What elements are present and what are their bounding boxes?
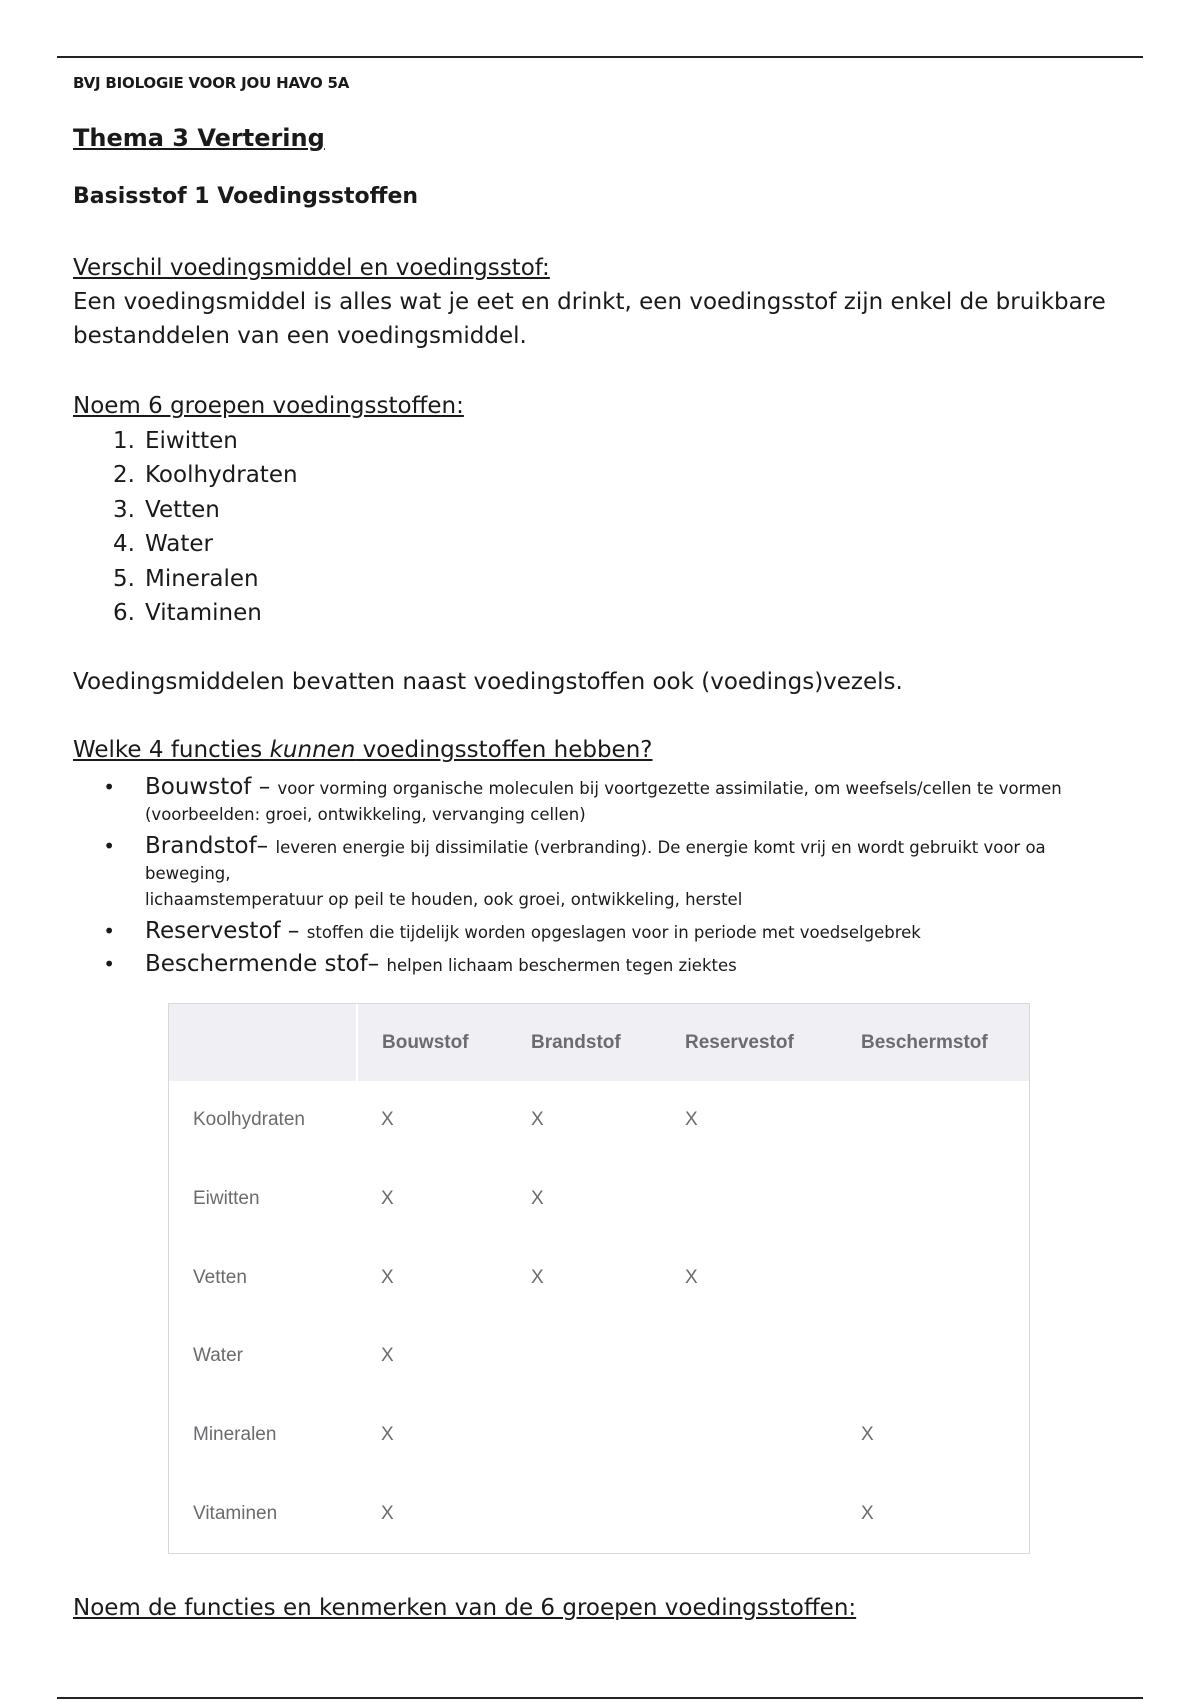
table-cell: X xyxy=(381,1188,394,1210)
row-label: Vetten xyxy=(193,1266,247,1288)
table-cell: X xyxy=(685,1266,698,1288)
list-item: • Brandstof– leveren energie bij dissimilatie (verbranding). De energie komt vrij en wordt gebruikt voor oa beweging, lichaamstemperatuur op peil te houden, ook groei, ontwikkeling, herstel xyxy=(73,832,1133,913)
answer-line-1: Een voedingsmiddel is alles wat je eet en drinkt, een voedingsstof zijn enkel de bruikbare xyxy=(73,289,1106,315)
list-item: • Reservestof – stoffen die tijdelijk worden opgeslagen voor in periode met voedselgebrek xyxy=(73,917,1133,946)
list-item: 3. Vetten xyxy=(113,496,220,523)
section-title: Basisstof 1 Voedingsstoffen xyxy=(73,184,419,209)
bullet-icon: • xyxy=(103,919,115,943)
table-cell: X xyxy=(381,1502,394,1524)
column-header: Reservestof xyxy=(661,1004,837,1081)
table-cell xyxy=(837,1160,1029,1239)
list-item: 1. Eiwitten xyxy=(113,428,238,454)
row-label: Vitaminen xyxy=(193,1502,278,1524)
table-cell: X xyxy=(381,1266,394,1288)
row-label: Water xyxy=(193,1345,243,1367)
bullet-icon: • xyxy=(103,775,115,799)
table-cell: X xyxy=(685,1109,698,1131)
functions-list xyxy=(73,773,1133,983)
table-cell xyxy=(837,1081,1029,1160)
table-cell: X xyxy=(531,1188,544,1210)
bottom-rule xyxy=(57,1697,1143,1699)
list-item: 6. Vitaminen xyxy=(113,600,262,627)
functions-table xyxy=(168,1003,1030,1554)
fiber-note: Voedingsmiddelen bevatten naast voedingstoffen ook (voedings)vezels. xyxy=(73,669,903,695)
list-item: • Bouwstof – voor vorming organische moleculen bij voortgezette assimilatie, om weefsels/cellen te vormen (voorbeelden: groei, ontwikkeling, vervanging cellen) xyxy=(73,773,1133,828)
nutrient-groups-list xyxy=(73,424,298,630)
question-difference xyxy=(73,251,1106,353)
bullet-icon: • xyxy=(103,952,115,976)
table-cell xyxy=(661,1474,837,1553)
table-cell xyxy=(837,1238,1029,1317)
table-cell: X xyxy=(861,1424,874,1446)
table-cell: X xyxy=(531,1109,544,1131)
row-label: Mineralen xyxy=(193,1424,277,1446)
table-cell xyxy=(661,1396,837,1475)
table-cell xyxy=(837,1317,1029,1396)
table-cell xyxy=(507,1317,661,1396)
column-header: Brandstof xyxy=(507,1004,661,1081)
list-item: 4. Water xyxy=(113,531,213,558)
table-cell xyxy=(507,1474,661,1553)
column-header: Bouwstof xyxy=(357,1004,507,1081)
answer-line-2: bestanddelen van een voedingsmiddel. xyxy=(73,323,527,349)
question-functions-heading: Welke 4 functies kunnen voedingsstoffen hebben? xyxy=(73,737,653,763)
bullet-icon: • xyxy=(103,834,115,858)
table-row xyxy=(169,1081,1029,1160)
table-row xyxy=(169,1396,1029,1475)
column-header xyxy=(169,1004,357,1081)
table-cell: X xyxy=(531,1266,544,1288)
table-header-row xyxy=(169,1004,1029,1081)
theme-title: Thema 3 Vertering xyxy=(73,124,325,152)
question-groups-heading: Noem 6 groepen voedingsstoffen: xyxy=(73,393,464,419)
table-row xyxy=(169,1238,1029,1317)
table-row xyxy=(169,1474,1029,1553)
table-cell: X xyxy=(381,1345,394,1367)
table-cell: X xyxy=(381,1109,394,1131)
list-item: 2. Koolhydraten xyxy=(113,462,298,489)
question-characteristics-heading: Noem de functies en kenmerken van de 6 groepen voedingsstoffen: xyxy=(73,1595,857,1621)
list-item: 5. Mineralen xyxy=(113,565,259,592)
table-cell: X xyxy=(381,1424,394,1446)
table-cell: X xyxy=(861,1502,874,1524)
table-cell xyxy=(661,1160,837,1239)
table-cell xyxy=(507,1396,661,1475)
top-rule xyxy=(57,56,1143,58)
question-difference-heading: Verschil voedingsmiddel en voedingsstof: xyxy=(73,255,550,281)
list-item: • Beschermende stof– helpen lichaam beschermen tegen ziektes xyxy=(73,950,1133,979)
document-header: BVJ BIOLOGIE VOOR JOU HAVO 5A xyxy=(73,74,350,92)
row-label: Koolhydraten xyxy=(193,1109,305,1131)
table-cell xyxy=(661,1317,837,1396)
table-row xyxy=(169,1160,1029,1239)
table-row xyxy=(169,1317,1029,1396)
column-header: Beschermstof xyxy=(837,1004,1029,1081)
row-label: Eiwitten xyxy=(193,1188,260,1210)
